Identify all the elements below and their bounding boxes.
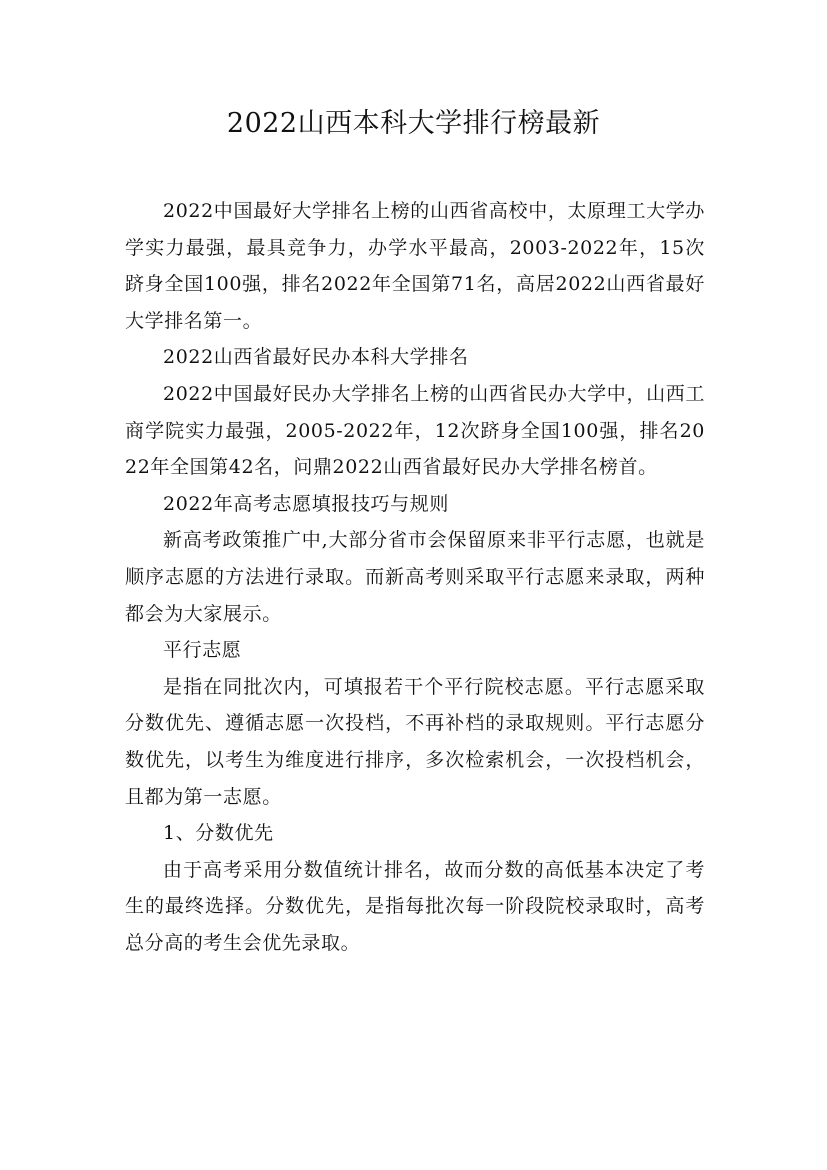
section-heading-parallel-application: 平行志愿 <box>163 639 242 662</box>
document-body <box>125 193 705 961</box>
document-title: 2022山西本科大学排行榜最新 <box>226 108 601 139</box>
paragraph-taiyuan-ranking: 2022中国最好大学排名上榜的山西省高校中，太原理工大学办学实力最强，最具竞争力，办学水平最高，2003-2022年，15次跻身全国100强，排名2022年全国第71名，高居2022山西省最好大学排名第一。 <box>125 200 705 332</box>
paragraph-private-university: 2022中国最好民办大学排名上榜的山西省民办大学中，山西工商学院实力最强，2005-2022年，12次跻身全国100强，排名2022年全国第42名，问鼎2022山西省最好民办大学排名榜首。 <box>125 382 705 479</box>
section-heading-application-tips: 2022年高考志愿填报技巧与规则 <box>163 492 449 515</box>
section-heading-score-priority: 1、分数优先 <box>163 822 274 845</box>
paragraph-score-priority: 由于高考采用分数值统计排名，故而分数的高低基本决定了考生的最终选择。分数优先，是指每批次每一阶段院校录取时，高考总分高的考生会优先录取。 <box>125 858 705 954</box>
paragraph-new-gaokao-policy: 新高考政策推广中,大部分省市会保留原来非平行志愿，也就是顺序志愿的方法进行录取。而新高考则采取平行志愿来录取，两种都会为大家展示。 <box>125 529 705 625</box>
section-heading-private-ranking: 2022山西省最好民办本科大学排名 <box>163 346 469 369</box>
paragraph-parallel-definition: 是指在同批次内，可填报若干个平行院校志愿。平行志愿采取分数优先、遵循志愿一次投档，不再补档的录取规则。平行志愿分数优先，以考生为维度进行排序，多次检索机会，一次投档机会，且都为第一志愿。 <box>125 675 705 808</box>
